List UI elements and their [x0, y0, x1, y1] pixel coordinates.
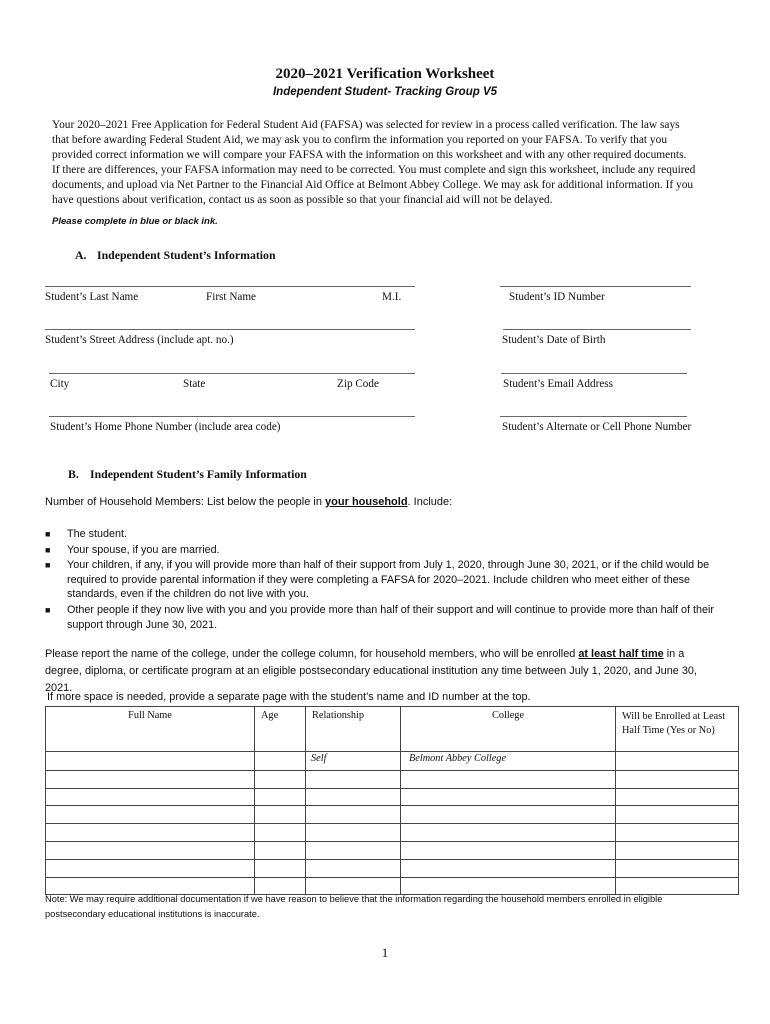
space-note: If more space is needed, provide a separate page with the student’s name and ID number at the top.	[47, 691, 531, 703]
intro-line: that before awarding Federal Student Aid, we may ask you to confirm the information you reported on your FAFSA. To verify that you	[52, 134, 668, 147]
name-cell[interactable]	[46, 859, 255, 877]
enrolled-cell[interactable]	[616, 841, 739, 859]
list-item-text: Your spouse, if you are married.	[67, 543, 220, 556]
section-a-letter: A.	[75, 248, 87, 262]
relationship-cell[interactable]	[306, 770, 401, 788]
table-row	[46, 770, 739, 788]
date-of-birth-field[interactable]	[503, 329, 691, 330]
college-cell[interactable]	[401, 841, 616, 859]
list-item	[45, 603, 715, 632]
square-bullet-icon: ■	[45, 529, 51, 539]
name-cell[interactable]	[46, 788, 255, 806]
name-cell[interactable]	[46, 752, 255, 771]
intro-paragraph	[52, 118, 718, 209]
college-cell[interactable]	[401, 806, 616, 824]
footnote	[45, 892, 725, 921]
enrolled-cell[interactable]	[616, 824, 739, 842]
relationship-cell[interactable]	[306, 788, 401, 806]
section-b-letter: B.	[68, 467, 79, 481]
household-intro-text: Number of Household Members: List below the people in	[45, 496, 326, 508]
list-item-text: Your children, if any, if you will provide more than half of their support from July 1, 2020, through June 30, 2021, or if the child would be required to provide parental information if they were completing a FAFSA for 2020–2021. Include children who meet either of these standards, even if the children do not live with you.	[67, 559, 710, 601]
relationship-cell[interactable]	[306, 841, 401, 859]
footnote-line: Note: We may require additional documentation if we have reason to believe that the information regarding the household members enrolled in eligible	[45, 894, 663, 904]
list-item	[45, 558, 715, 602]
household-intro	[45, 496, 452, 508]
relationship-cell[interactable]: Self	[306, 752, 401, 771]
college-cell[interactable]: Belmont Abbey College	[401, 752, 616, 771]
age-cell[interactable]	[255, 752, 306, 771]
date-of-birth-label: Student’s Date of Birth	[502, 334, 606, 346]
col-college: College	[401, 707, 616, 752]
list-item	[45, 543, 715, 558]
name-cell[interactable]	[46, 824, 255, 842]
college-cell[interactable]	[401, 824, 616, 842]
relationship-cell[interactable]	[306, 824, 401, 842]
email-field[interactable]	[501, 373, 687, 374]
ink-instruction: Please complete in blue or black ink.	[52, 216, 218, 227]
name-cell[interactable]	[46, 841, 255, 859]
section-a-title: Independent Student’s Information	[97, 248, 276, 262]
relationship-cell[interactable]	[306, 859, 401, 877]
enrolled-cell[interactable]	[616, 788, 739, 806]
college-cell[interactable]	[401, 788, 616, 806]
first-name-label: First Name	[206, 291, 257, 303]
table-row	[46, 788, 739, 806]
state-label: State	[183, 378, 206, 390]
intro-line: have questions about verification, contact us as soon as possible so that your financial aid will not be delayed.	[52, 194, 553, 207]
col-age: Age	[255, 707, 306, 752]
square-bullet-icon: ■	[45, 544, 51, 555]
square-bullet-icon: ■	[45, 560, 51, 571]
table-row	[46, 752, 739, 771]
home-phone-field[interactable]	[49, 416, 415, 417]
relationship-cell[interactable]	[306, 806, 401, 824]
student-id-label: Student’s ID Number	[509, 291, 605, 303]
student-id-field[interactable]	[500, 286, 691, 287]
page-number: 1	[381, 945, 389, 960]
section-a-heading	[75, 248, 276, 263]
section-b-heading	[68, 467, 307, 482]
col-enrolled-half-time: Will be Enrolled at Least Half Time (Yes or No)	[616, 707, 739, 752]
street-address-field[interactable]	[45, 329, 415, 330]
city-state-zip-field[interactable]	[49, 373, 415, 374]
table-row	[46, 841, 739, 859]
college-note-emphasis: at least half time	[578, 648, 664, 660]
enrolled-cell[interactable]	[616, 770, 739, 788]
list-item-text: The student.	[67, 528, 128, 540]
household-criteria-list	[45, 527, 715, 633]
table-row	[46, 824, 739, 842]
col-relationship: Relationship	[306, 707, 401, 752]
list-item	[45, 527, 715, 542]
table-row	[46, 806, 739, 824]
household-intro-end: . Include:	[407, 496, 453, 508]
city-label: City	[50, 378, 70, 390]
name-cell[interactable]	[46, 806, 255, 824]
intro-line: If there are differences, your FAFSA information may need to be corrected. You must complete and sign this worksheet, include any required	[52, 164, 696, 177]
enrolled-cell[interactable]	[616, 752, 739, 771]
alt-phone-label: Student’s Alternate or Cell Phone Number	[502, 421, 692, 433]
enrolled-cell[interactable]	[616, 859, 739, 877]
age-cell[interactable]	[255, 824, 306, 842]
footnote-line: postsecondary educational institutions is inaccurate.	[45, 908, 260, 919]
intro-line: provided correct information we will compare your FAFSA with the information on this worksheet and with any other required documents.	[52, 149, 687, 162]
college-cell[interactable]	[401, 770, 616, 788]
table-row	[46, 859, 739, 877]
college-cell[interactable]	[401, 859, 616, 877]
age-cell[interactable]	[255, 806, 306, 824]
intro-line: Your 2020–2021 Free Application for Federal Student Aid (FAFSA) was selected for review in a process called verification. The law says	[52, 119, 680, 131]
home-phone-label: Student’s Home Phone Number (include area code)	[50, 421, 281, 433]
college-instructions	[45, 646, 720, 697]
page-subtitle: Independent Student- Tracking Group V5	[272, 86, 498, 98]
last-name-label: Student’s Last Name	[45, 291, 139, 303]
age-cell[interactable]	[255, 770, 306, 788]
last-first-mi-field[interactable]	[45, 286, 415, 287]
household-intro-emphasis: your household	[325, 496, 408, 508]
square-bullet-icon: ■	[45, 604, 51, 615]
enrolled-cell[interactable]	[616, 806, 739, 824]
alt-phone-field[interactable]	[500, 416, 687, 417]
email-label: Student’s Email Address	[503, 378, 614, 390]
street-address-label: Student’s Street Address (include apt. no.)	[45, 334, 234, 346]
college-note-end: in a degree, diploma, or certificate program at an eligible postsecondary educational institution any time between July 1, 2020, and June 30, 2021.	[45, 648, 698, 694]
age-cell[interactable]	[255, 788, 306, 806]
list-item-text: Other people if they now live with you and you provide more than half of their support and will continue to provide more than half of their support through June 30, 2021.	[67, 603, 714, 631]
table-header-row	[46, 707, 739, 752]
age-cell[interactable]	[255, 841, 306, 859]
intro-line: documents, and upload via Net Partner to the Financial Aid Office at Belmont Abbey College. We may ask for additional information. If you	[52, 179, 694, 192]
page-title: 2020–2021 Verification Worksheet	[275, 66, 495, 82]
name-cell[interactable]	[46, 770, 255, 788]
section-b-title: Independent Student’s Family Information	[90, 467, 307, 481]
col-full-name: Full Name	[46, 707, 255, 752]
age-cell[interactable]	[255, 859, 306, 877]
college-note-text: Please report the name of the college, under the college column, for household members, who will be enrolled	[45, 648, 579, 660]
household-members-table	[45, 706, 739, 895]
mi-label: M.I.	[382, 291, 402, 303]
zip-label: Zip Code	[337, 378, 379, 390]
